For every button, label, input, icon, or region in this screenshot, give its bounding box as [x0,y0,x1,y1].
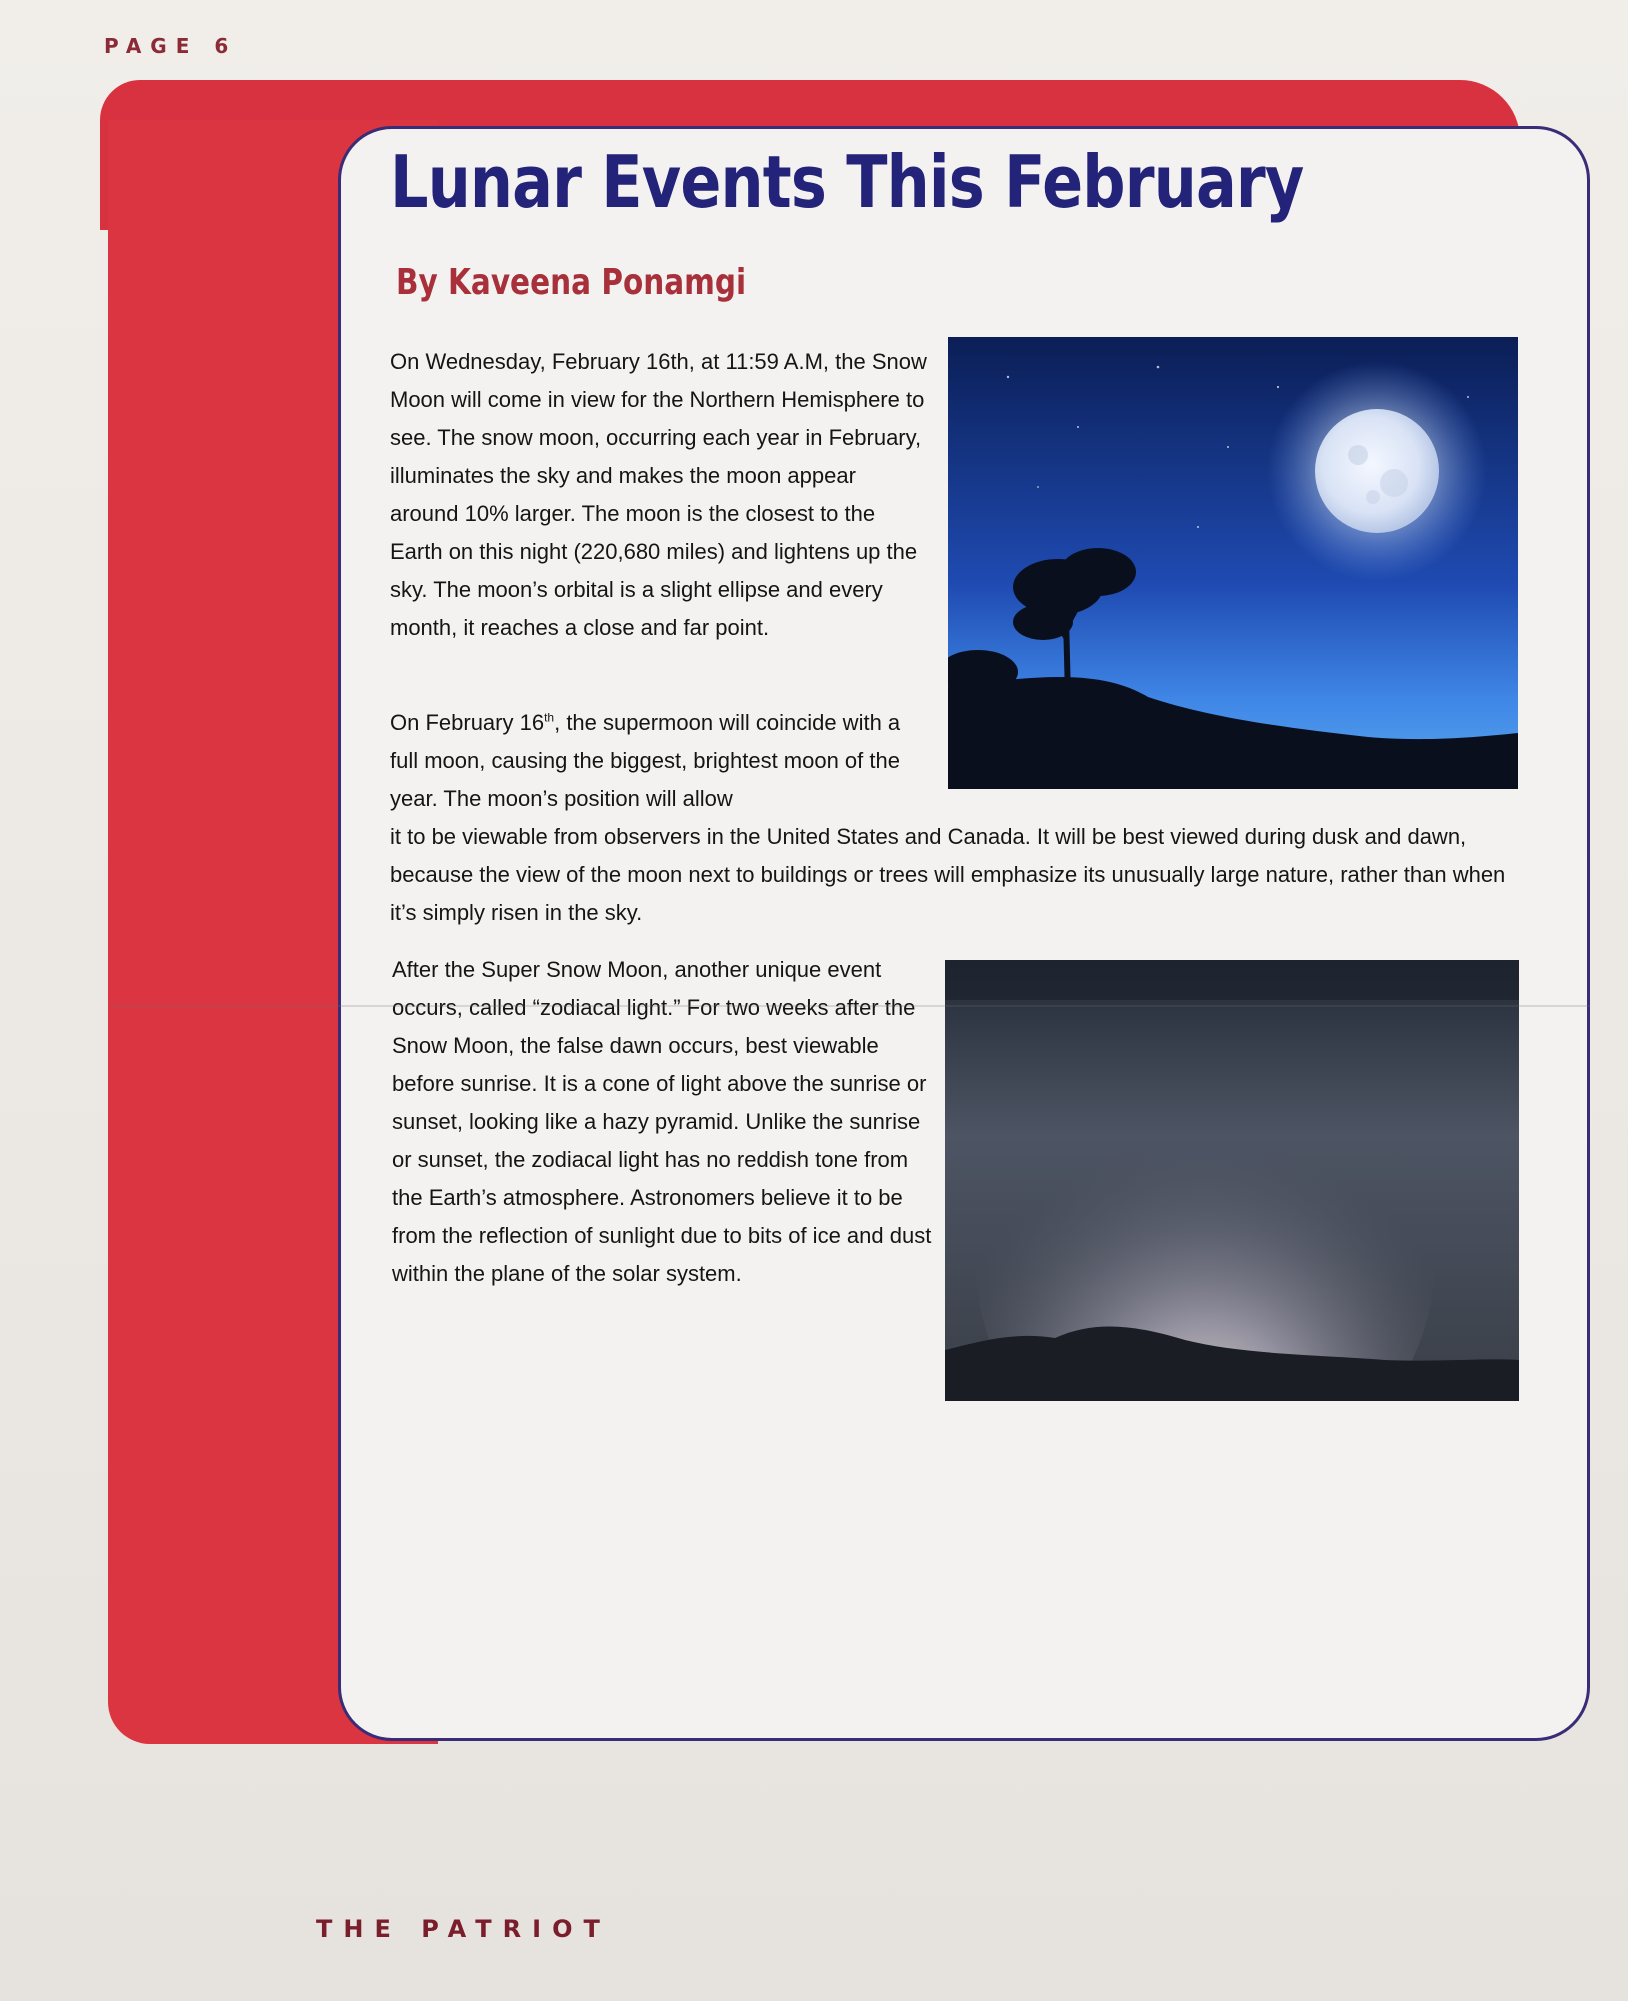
publication-name: THE PATRIOT [316,1915,611,1943]
paper-fold [110,1005,1590,1007]
paragraph-supermoon-continued: it to be viewable from observers in the United States and Canada. It will be best viewed during dusk and dawn, because the view of the moon next to buildings or trees will emphasize its unusually large nature, rather than when it’s simply risen in the sky. [390,824,1506,925]
paragraph-supermoon-rest: , the supermoon will coincide with a full moon, causing the biggest, brightest moon of the year. The moon’s position will allow [390,710,901,811]
article-title: Lunar Events This February [390,140,1304,224]
paragraph-supermoon [390,704,930,818]
paragraph-zodiacal-light: After the Super Snow Moon, another unique event occurs, called “zodiacal light.” For two weeks after the Snow Moon, the false dawn occurs, best viewable before sunrise. It is a cone of light above the sunrise or sunset, looking like a hazy pyramid. Unlike the sunrise or sunset, the zodiacal light has no reddish tone from the Earth’s atmosphere. Astronomers believe it to be from the reflection of sunlight due to bits of ice and dust within the plane of the solar system. [392,957,932,1286]
ordinal-superscript: th [544,710,555,725]
paragraph-supermoon-start: On February 16 [390,710,545,735]
page-number: PAGE 6 [104,34,238,58]
paragraph-snow-moon: On Wednesday, February 16th, at 11:59 A.M, the Snow Moon will come in view for the Northern Hemisphere to see. The snow moon, occurring each year in February, illuminates the sky and makes the moon appear around 10% larger. The moon is the closest to the Earth on this night (220,680 miles) and lightens up the sky. The moon’s orbital is a slight ellipse and every month, it reaches a close and far point. [390,349,927,640]
zodiacal-light-image [945,960,1519,1401]
snow-moon-image [948,337,1518,789]
article-byline: By Kaveena Ponamgi [396,262,747,303]
